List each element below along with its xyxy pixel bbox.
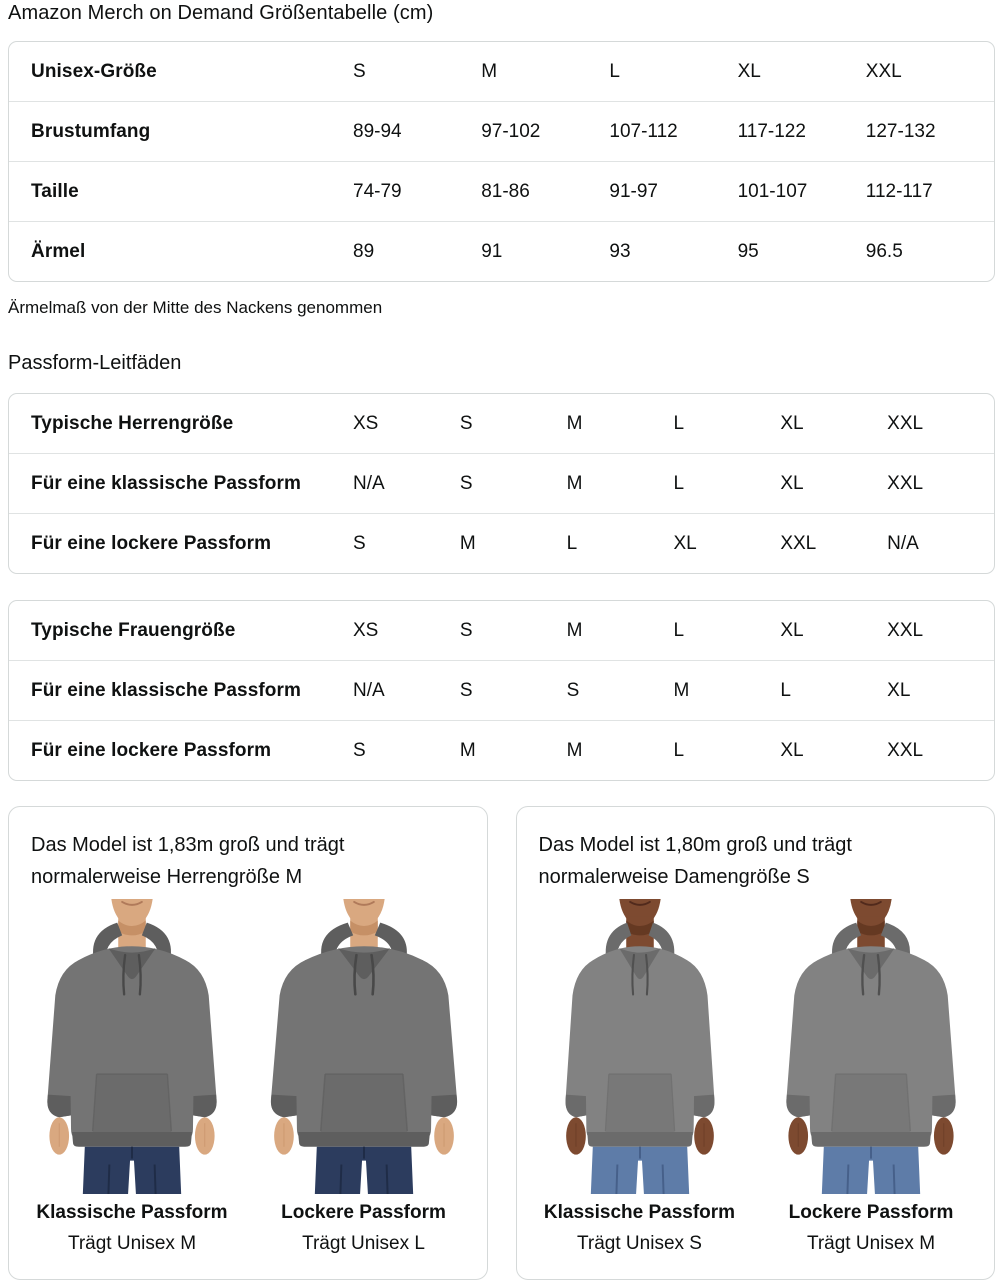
row-label: Ärmel <box>31 240 86 262</box>
size-cell: 91 <box>481 240 503 262</box>
figure-caption <box>539 1198 741 1259</box>
size-cell: XXL <box>887 619 924 641</box>
size-cell: 93 <box>609 240 631 262</box>
male-model-card <box>8 806 488 1280</box>
row-label: Typische Herrengröße <box>31 412 234 434</box>
womens-fit-table <box>8 600 995 781</box>
male-model-description: Das Model ist 1,83m groß und trägt normalerweise Herrengröße M <box>31 834 345 888</box>
size-cell: S <box>353 739 366 761</box>
size-cell: XL <box>780 739 804 761</box>
size-cell: S <box>353 60 366 82</box>
table-row <box>9 660 994 720</box>
size-cell: XL <box>737 60 761 82</box>
fit-label: Klassische Passform <box>543 1202 736 1223</box>
size-cell: XL <box>780 472 804 494</box>
size-cell: M <box>566 472 583 494</box>
row-label: Brustumfang <box>31 120 151 142</box>
size-cell: 97-102 <box>481 120 541 142</box>
table-row <box>9 221 994 281</box>
table-row <box>9 513 994 573</box>
table-row <box>9 601 994 660</box>
size-cell: XXL <box>865 60 902 82</box>
row-label: Für eine klassische Passform <box>31 472 301 494</box>
figure-caption <box>770 1198 972 1259</box>
size-cell: L <box>780 679 791 701</box>
size-cell: L <box>566 532 578 554</box>
size-label: Trägt Unisex M <box>67 1233 197 1254</box>
row-label: Für eine lockere Passform <box>31 532 272 554</box>
male-loose-fit-figure <box>263 899 465 1259</box>
size-cell: 112-117 <box>865 180 933 202</box>
fit-label: Klassische Passform <box>36 1202 228 1223</box>
size-cell: XL <box>780 412 804 434</box>
row-label: Für eine lockere Passform <box>31 739 272 761</box>
row-label: Für eine klassische Passform <box>31 679 301 701</box>
size-cell: 101-107 <box>737 180 808 202</box>
size-cell: N/A <box>353 679 385 701</box>
size-cell: XS <box>353 619 379 641</box>
size-cell: XXL <box>780 532 817 554</box>
model-photo-female-classic <box>539 899 741 1194</box>
size-cell: M <box>566 619 583 641</box>
mens-fit-table <box>8 393 995 574</box>
size-cell: N/A <box>353 472 385 494</box>
unisex-size-table <box>8 41 995 282</box>
size-cell: M <box>459 739 476 761</box>
male-figures-row <box>29 899 467 1259</box>
sleeve-measurement-note: Ärmelmaß von der Mitte des Nackens genommen <box>8 298 383 317</box>
size-cell: 81-86 <box>481 180 530 202</box>
female-classic-fit-figure <box>539 899 741 1259</box>
size-cell: 91-97 <box>609 180 658 202</box>
size-cell: 96.5 <box>865 240 903 262</box>
size-cell: L <box>609 60 620 82</box>
size-label: Trägt Unisex L <box>302 1233 425 1254</box>
fit-label: Lockere Passform <box>281 1202 446 1223</box>
size-cell: L <box>673 412 685 434</box>
female-figures-row <box>537 899 975 1259</box>
table-row <box>9 453 994 513</box>
size-cell: 95 <box>737 240 759 262</box>
size-cell: XXL <box>887 472 924 494</box>
size-cell: S <box>353 532 366 554</box>
size-cell: XXL <box>887 412 924 434</box>
model-photo-female-loose <box>770 899 972 1194</box>
female-model-card <box>516 806 996 1280</box>
table-row <box>9 720 994 780</box>
size-cell: XL <box>673 532 697 554</box>
size-cell: XXL <box>887 739 924 761</box>
size-cell: M <box>566 739 583 761</box>
size-cell: XL <box>887 679 911 701</box>
model-photo-male-loose <box>263 899 465 1194</box>
model-photo-male-classic <box>31 899 233 1194</box>
female-loose-fit-figure <box>770 899 972 1259</box>
size-cell: M <box>673 679 690 701</box>
size-cell: 89 <box>353 240 375 262</box>
size-cell: S <box>459 679 473 701</box>
size-cell: L <box>673 739 685 761</box>
row-label: Typische Frauengröße <box>31 619 236 641</box>
size-cell: L <box>673 472 685 494</box>
size-cell: S <box>459 472 473 494</box>
size-cell: S <box>459 412 473 434</box>
table-row <box>9 394 994 453</box>
figure-caption <box>263 1198 465 1259</box>
page-title: Amazon Merch on Demand Größentabelle (cm) <box>8 2 434 24</box>
row-label: Unisex-Größe <box>31 60 157 82</box>
size-cell: XL <box>780 619 804 641</box>
size-cell: M <box>566 412 583 434</box>
row-label: Taille <box>31 180 79 202</box>
table-row <box>9 42 994 101</box>
size-cell: N/A <box>887 532 919 554</box>
table-row <box>9 101 994 161</box>
size-label: Trägt Unisex S <box>577 1233 702 1254</box>
size-cell: XS <box>353 412 379 434</box>
size-cell: L <box>673 619 685 641</box>
size-cell: M <box>459 532 476 554</box>
size-cell: 117-122 <box>737 120 806 142</box>
size-cell: 74-79 <box>353 180 402 202</box>
size-label: Trägt Unisex M <box>806 1233 936 1254</box>
size-cell: 107-112 <box>609 120 678 142</box>
size-cell: 127-132 <box>865 120 936 142</box>
size-cell: S <box>566 679 580 701</box>
size-cell: S <box>459 619 473 641</box>
size-cell: 89-94 <box>353 120 402 142</box>
male-classic-fit-figure <box>31 899 233 1259</box>
figure-caption <box>31 1198 233 1259</box>
model-cards <box>8 806 995 1280</box>
size-cell: M <box>481 60 498 82</box>
female-model-description: Das Model ist 1,80m groß und trägt normalerweise Damengröße S <box>538 834 852 888</box>
fit-guides-heading: Passform-Leitfäden <box>8 352 182 374</box>
fit-label: Lockere Passform <box>788 1202 954 1223</box>
table-row <box>9 161 994 221</box>
